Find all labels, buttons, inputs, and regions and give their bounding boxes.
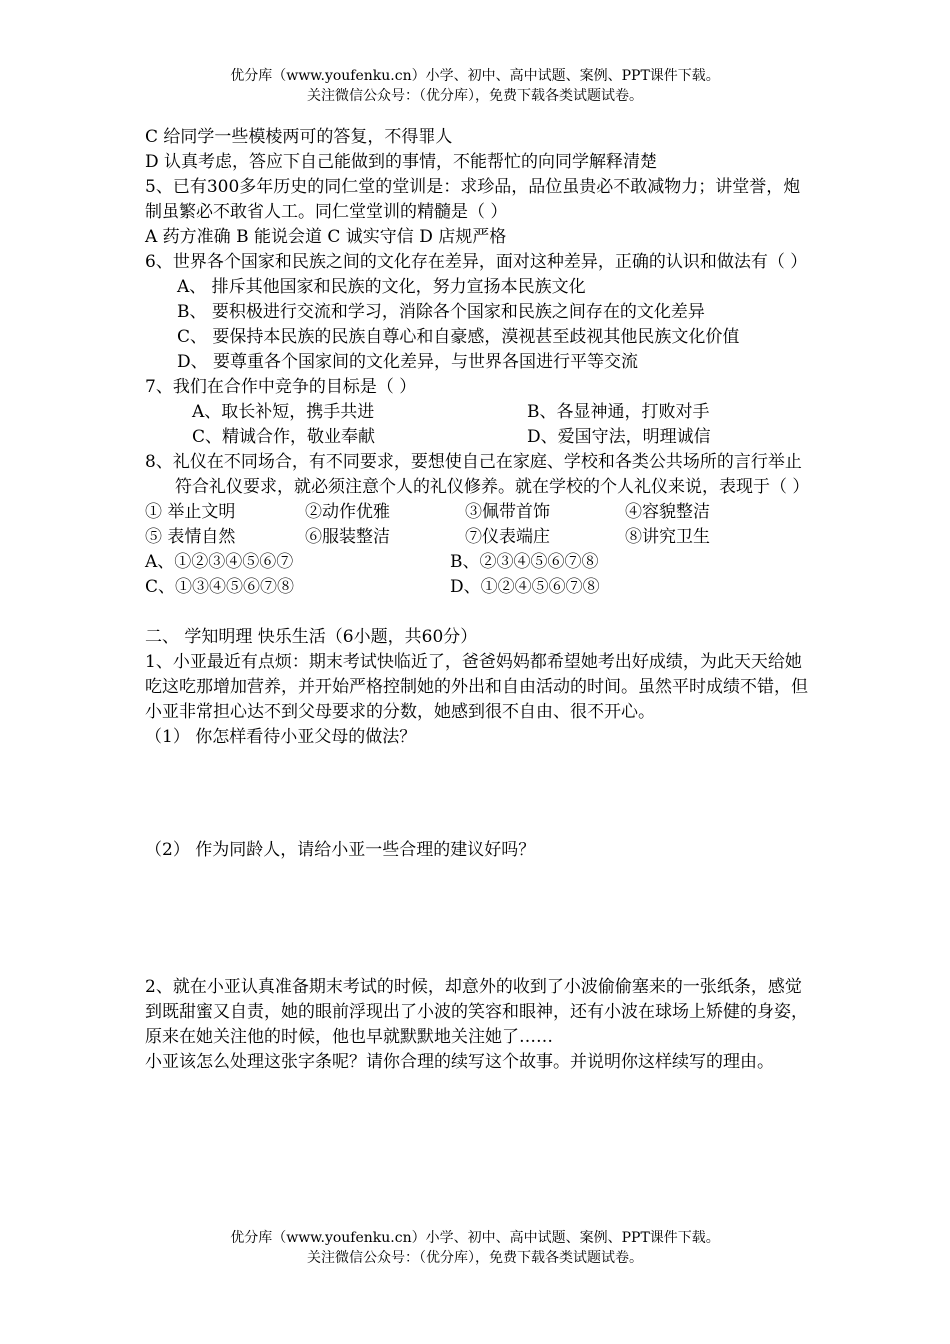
header-line-1: 优分库（www.youfenku.cn）小学、初中、高中试题、案例、PPT课件下载。	[230, 68, 720, 84]
q5-options: A 药方准确 B 能说会道 C 诚实守信 D 店规严格	[145, 227, 507, 247]
q8-option-d: D、①②④⑤⑥⑦⑧	[450, 577, 600, 597]
q8-items-row-2	[145, 525, 815, 550]
page-header	[0, 66, 950, 106]
q8-item: ⑤ 表情自然	[145, 527, 236, 547]
q6-option-a: A、 排斥其他国家和民族的文化，努力宣扬本民族文化	[177, 277, 586, 297]
s2-q2-task: 小亚该怎么处理这张字条呢？请你合理的续写这个故事。并说明你这样续写的理由。	[145, 1052, 774, 1072]
q8-item: ① 举止文明	[145, 502, 236, 522]
q8-item: ⑥服装整洁	[305, 527, 390, 547]
header-line-2: 关注微信公众号：（优分库），免费下载各类试题试卷。	[307, 88, 643, 104]
page-footer	[0, 1228, 950, 1268]
q7-option-d: D、爱国守法，明理诚信	[527, 427, 711, 447]
q8-item: ④容貌整洁	[625, 502, 710, 522]
q8-options-row-1	[145, 550, 815, 575]
q7-option-a: A、取长补短，携手共进	[192, 402, 375, 422]
s2-q1-sub1: （1） 你怎样看待小亚父母的做法？	[145, 727, 417, 747]
q8-option-b: B、②③④⑤⑥⑦⑧	[450, 552, 599, 572]
q8-item: ⑧讲究卫生	[625, 527, 710, 547]
footer-line-1: 优分库（www.youfenku.cn）小学、初中、高中试题、案例、PPT课件下载。	[230, 1230, 720, 1246]
footer-line-2: 关注微信公众号：（优分库），免费下载各类试题试卷。	[307, 1250, 643, 1266]
exam-content	[145, 125, 815, 1075]
q7-option-c: C、精诚合作，敬业奉献	[192, 427, 376, 447]
answer-space-2	[145, 863, 815, 975]
q7-stem: 7、我们在合作中竞争的目标是（ ）	[145, 377, 417, 397]
q8-options-row-2	[145, 575, 815, 600]
q8-option-a: A、①②③④⑤⑥⑦	[145, 552, 294, 572]
q7-options-row-2	[145, 425, 815, 450]
q7-option-b: B、各显神通，打败对手	[527, 402, 710, 422]
q8-item: ③佩带首饰	[465, 502, 550, 522]
q8-items-row-1	[145, 500, 815, 525]
s2-q1-stem: 1、小亚最近有点烦：期末考试快临近了，爸爸妈妈都希望她考出好成绩，为此天天给她吃这吃那增加营养，并开始严格控制她的外出和自由活动的时间。虽然平时成绩不错，但小亚非常担心达不到父母要求的分数，她感到很不自由、很不开心。	[145, 652, 808, 722]
q6-stem: 6、世界各个国家和民族之间的文化存在差异，面对这种差异，正确的认识和做法有（ ）	[145, 252, 808, 272]
q6-option-c: C、 要保持本民族的民族自尊心和自豪感，漠视甚至歧视其他民族文化价值	[177, 327, 740, 347]
q8-option-c: C、①③④⑤⑥⑦⑧	[145, 577, 295, 597]
q4-option-d: D 认真考虑，答应下自己能做到的事情，不能帮忙的向同学解释清楚	[145, 152, 658, 172]
q6-option-d: D、 要尊重各个国家间的文化差异，与世界各国进行平等交流	[177, 352, 639, 372]
q8-stem: 8、礼仪在不同场合，有不同要求，要想使自己在家庭、学校和各类公共场所的言行举止符合礼仪要求，就必须注意个人的礼仪修养。就在学校的个人礼仪来说，表现于（ ）	[145, 452, 810, 497]
s2-q1-sub2: （2） 作为同龄人，请给小亚一些合理的建议好吗？	[145, 840, 536, 860]
s2-q2-stem: 2、就在小亚认真准备期末考试的时候，却意外的收到了小波偷偷塞来的一张纸条，感觉到既甜蜜又自责，她的眼前浮现出了小波的笑容和眼神，还有小波在球场上矫健的身姿，原来在她关注他的时候，他也早就默默地关注她了……	[145, 977, 808, 1047]
q4-option-c: C 给同学一些模棱两可的答复，不得罪人	[145, 127, 453, 147]
q8-item: ②动作优雅	[305, 502, 390, 522]
q7-options-row-1	[145, 400, 815, 425]
section-2-title: 二、 学知明理 快乐生活（6小题，共60分）	[145, 627, 478, 647]
q5-stem: 5、已有300多年历史的同仁堂的堂训是：求珍品，品位虽贵必不敢减物力；讲堂誉，炮制虽繁必不敢省人工。同仁堂堂训的精髓是（ ）	[145, 177, 801, 222]
q8-item: ⑦仪表端庄	[465, 527, 550, 547]
answer-space-1	[145, 750, 815, 838]
q6-option-b: B、 要积极进行交流和学习，消除各个国家和民族之间存在的文化差异	[177, 302, 705, 322]
